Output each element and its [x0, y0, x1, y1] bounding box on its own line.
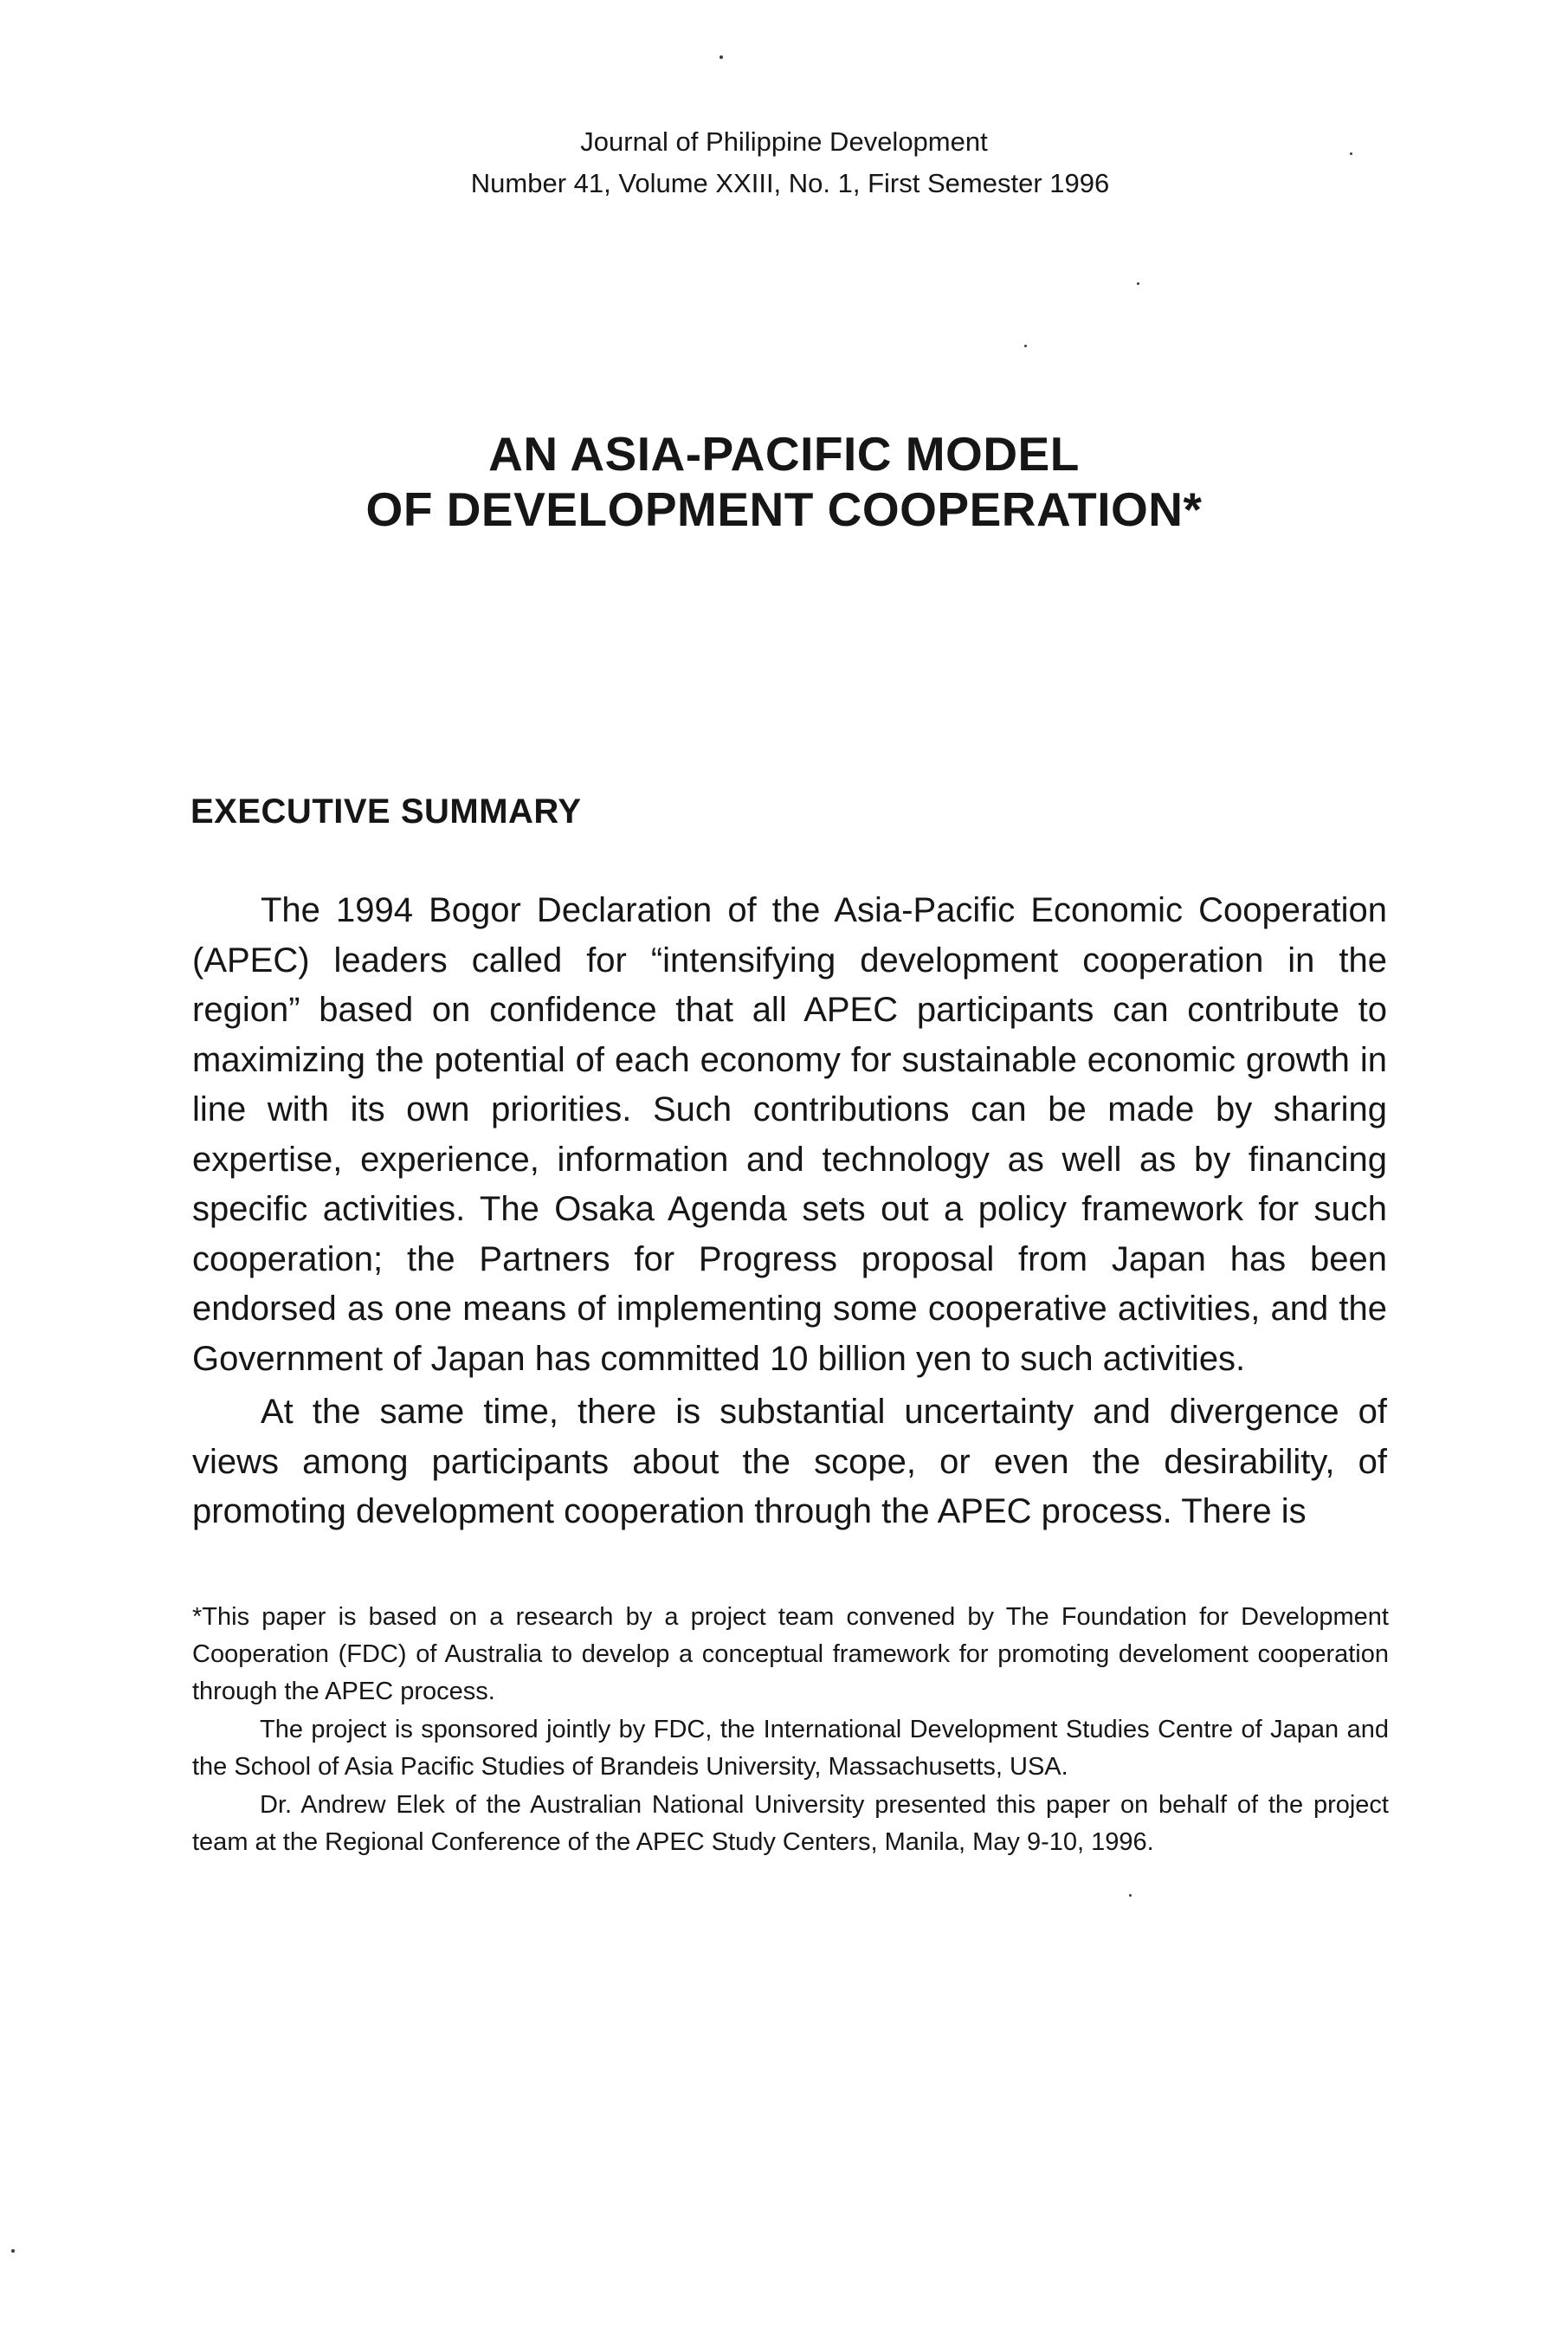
article-title-line-2: OF DEVELOPMENT COOPERATION* — [365, 482, 1203, 536]
article-title — [0, 426, 1568, 537]
scan-speck — [1129, 1894, 1132, 1897]
scan-speck — [1137, 282, 1139, 285]
scan-speck — [1350, 152, 1352, 155]
footnote: The project is sponsored jointly by FDC, the International Development Studies Centre of Japan and the School of Asia Pacific Studies of Brandeis University, Massachusetts, USA. — [192, 1716, 1389, 1781]
scan-speck — [719, 55, 723, 59]
section-heading: EXECUTIVE SUMMARY — [190, 792, 582, 831]
footnote: Dr. Andrew Elek of the Australian National University presented this paper on behalf of the project team at the Regional Conference of the APEC Study Centers, Manila, May 9-10, 1996. — [192, 1791, 1389, 1856]
body-paragraph: At the same time, there is substantial uncertainty and divergence of views among participants about the scope, or even the desirability, of promoting development cooperation through the APEC process. There is — [192, 1393, 1387, 1530]
body-paragraph: The 1994 Bogor Declaration of the Asia-Pacific Economic Cooperation (APEC) leaders called for “intensifying development cooperation in the region” based on confidence that all APEC participants can contribute to maximizing the potential of each economy for sustainable economic growth in line with its own priorities. Such contributions can be made by sharing expertise, experience, information and technology as well as by financing specific activities. The Osaka Agenda sets out a policy framework for such cooperation; the Partners for Progress proposal from Japan has been endorsed as one means of implementing some cooperative activities, and the Government of Japan has committed 10 billion yen to such activities. — [192, 891, 1387, 1378]
body-text — [192, 886, 1387, 1537]
journal-issue: Number 41, Volume XXIII, No. 1, First Semester 1996 — [470, 168, 1110, 198]
footnotes — [192, 1599, 1389, 1861]
journal-header — [0, 121, 1568, 204]
scan-speck — [1024, 345, 1027, 347]
footnote: *This paper is based on a research by a project team convened by The Foundation for Development Cooperation (FDC) of Australia to develop a conceptual framework for promoting develoment cooperation through the APEC process. — [192, 1603, 1389, 1705]
journal-name: Journal of Philippine Development — [580, 126, 988, 157]
scan-speck — [11, 2249, 15, 2253]
article-title-line-1: AN ASIA-PACIFIC MODEL — [488, 427, 1080, 481]
